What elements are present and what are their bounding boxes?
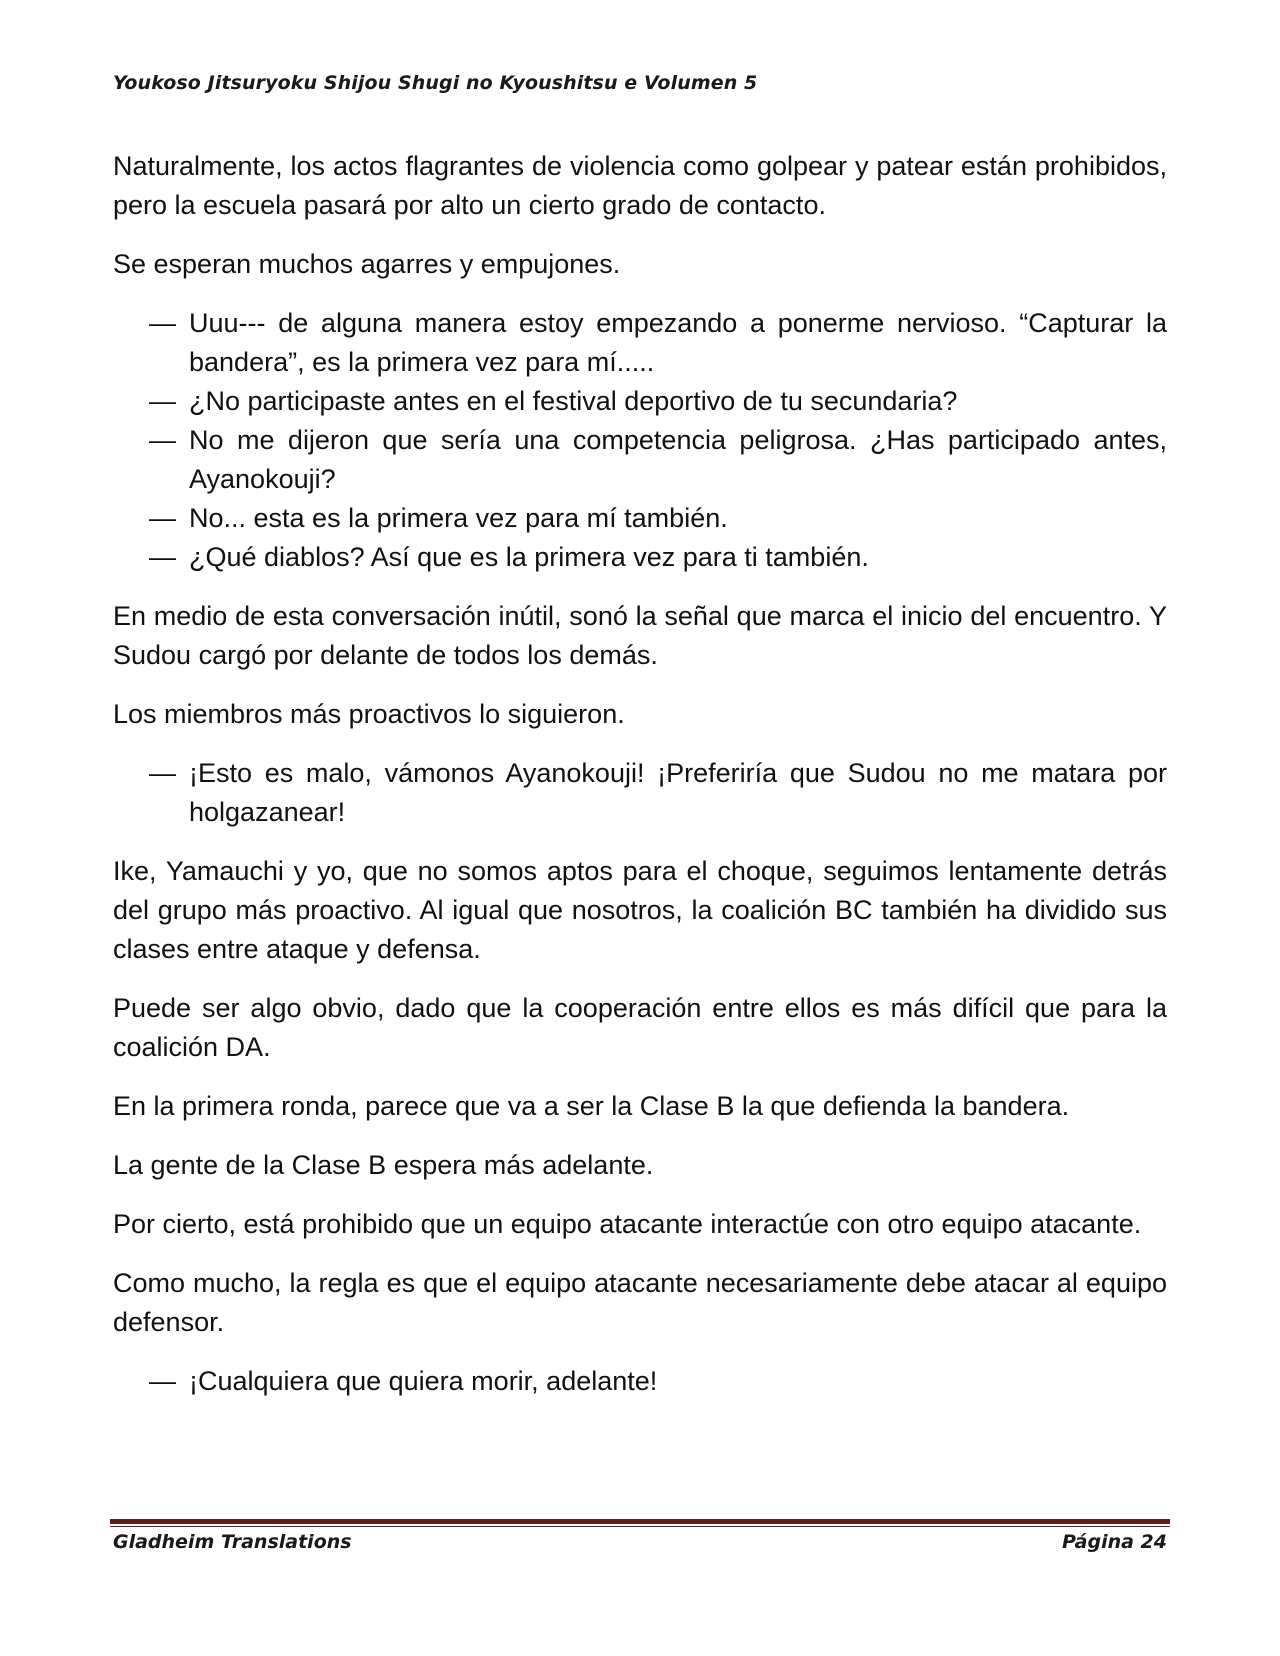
dialogue-dash: — [149,386,176,416]
dialogue-text: ¡Esto es malo, vámonos Ayanokouji! ¡Preferiría que Sudou no me matara por holgazanear! [189,758,1167,827]
paragraph: Puede ser algo obvio, dado que la cooperación entre ellos es más difícil que para la coalición DA. [113,993,1167,1062]
paragraph: Los miembros más proactivos lo siguieron. [113,699,625,729]
paragraph: En la primera ronda, parece que va a ser la Clase B la que defienda la bandera. [113,1091,1070,1121]
dialogue-line [113,304,1167,382]
dialogue-block [113,1362,1167,1401]
footer-divider-thin [110,1526,1170,1527]
dialogue-block [113,754,1167,832]
dialogue-dash: — [149,503,176,533]
paragraph: La gente de la Clase B espera más adelante. [113,1150,654,1180]
dialogue-text: ¿No participaste antes en el festival deportivo de tu secundaria? [189,386,958,416]
paragraph: Por cierto, está prohibido que un equipo atacante interactúe con otro equipo atacante. [113,1209,1142,1239]
paragraph: Ike, Yamauchi y yo, que no somos aptos para el choque, seguimos lentamente detrás del grupo más proactivo. Al igual que nosotros, la coalición BC también ha dividido sus clases entre ataque y defensa. [113,856,1167,964]
dialogue-line [113,754,1167,832]
footer-page-number: Página 24 [1061,1531,1167,1553]
dialogue-line [113,538,1167,577]
dialogue-dash: — [149,308,176,338]
dialogue-block [113,304,1167,577]
dialogue-dash: — [149,425,176,455]
paragraph: En medio de esta conversación inútil, sonó la señal que marca el inicio del encuentro. Y Sudou cargó por delante de todos los demás. [113,601,1167,670]
paragraph: Como mucho, la regla es que el equipo atacante necesariamente debe atacar al equipo defensor. [113,1268,1167,1337]
dialogue-text: ¿Qué diablos? Así que es la primera vez para ti también. [189,542,869,572]
document-body [113,147,1167,1421]
dialogue-text: No... esta es la primera vez para mí también. [189,503,728,533]
page-header-title: Youkoso Jitsuryoku Shijou Shugi no Kyoushitsu e Volumen 5 [113,72,758,94]
dialogue-line [113,421,1167,499]
paragraph: Se esperan muchos agarres y empujones. [113,249,621,279]
dialogue-text: ¡Cualquiera que quiera morir, adelante! [189,1366,658,1396]
dialogue-line [113,499,1167,538]
paragraph: Naturalmente, los actos flagrantes de violencia como golpear y patear están prohibidos, pero la escuela pasará por alto un cierto grado de contacto. [113,151,1167,220]
dialogue-text: No me dijeron que sería una competencia peligrosa. ¿Has participado antes, Ayanokouji? [189,425,1167,494]
footer-translator: Gladheim Translations [113,1531,352,1553]
dialogue-text: Uuu--- de alguna manera estoy empezando a ponerme nervioso. “Capturar la bandera”, es la primera vez para mí..... [189,308,1167,377]
dialogue-line [113,1362,1167,1401]
dialogue-line [113,382,1167,421]
dialogue-dash: — [149,758,176,788]
dialogue-dash: — [149,1366,176,1396]
footer-divider [110,1519,1170,1524]
dialogue-dash: — [149,542,176,572]
